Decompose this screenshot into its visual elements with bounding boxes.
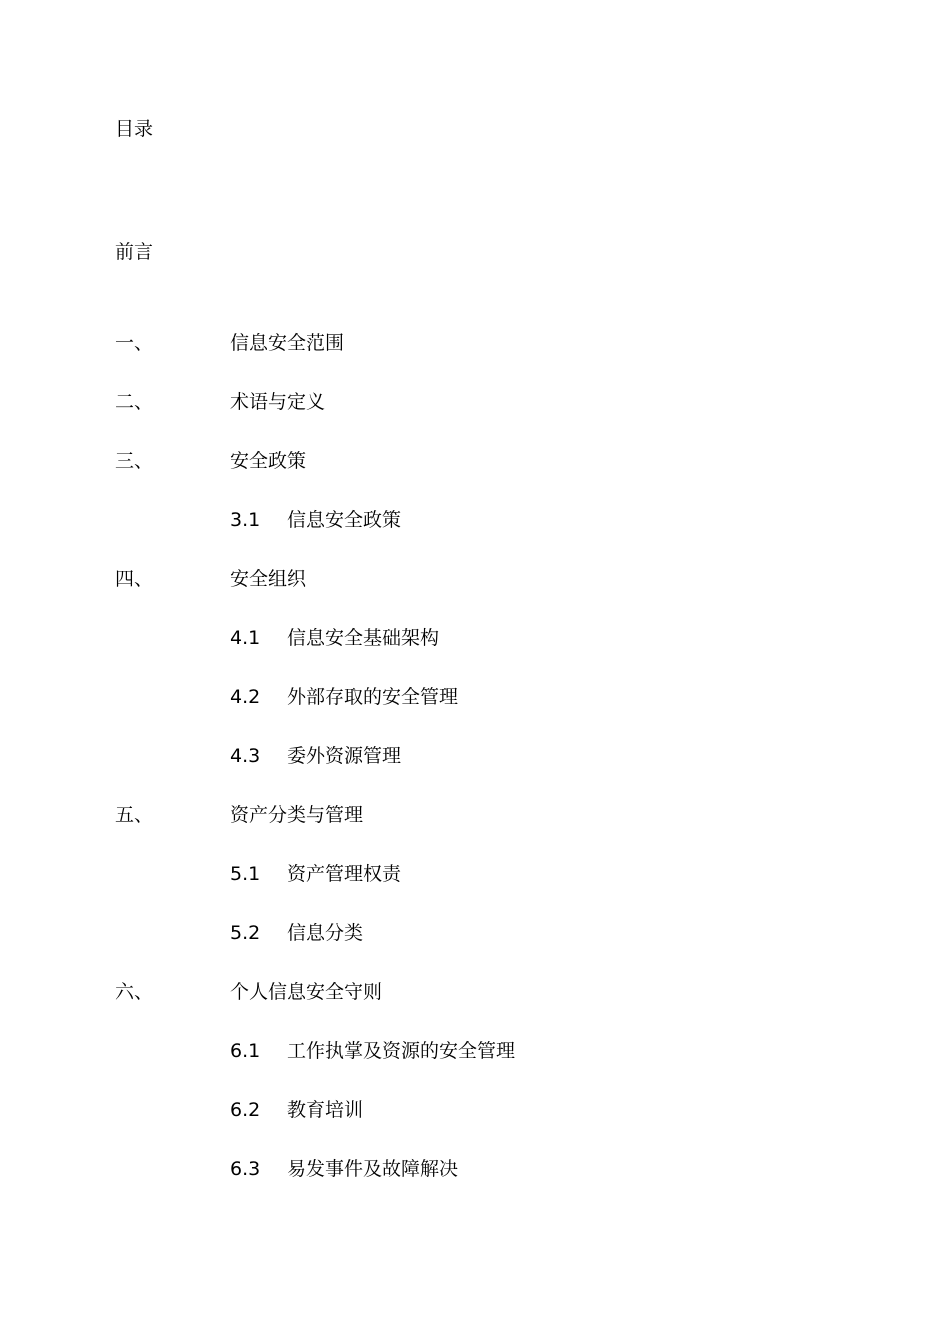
toc-item-number: 6.3	[230, 1158, 261, 1180]
toc-item-number: 六、	[115, 981, 154, 1003]
toc-item[interactable]	[0, 1098, 950, 1157]
toc-item[interactable]	[0, 449, 950, 508]
toc-item-label: 资产管理权责	[287, 863, 402, 885]
toc-item[interactable]	[0, 390, 950, 449]
toc-item-label: 信息安全政策	[287, 509, 402, 531]
toc-item-label: 安全组织	[230, 568, 307, 590]
toc-item-label: 工作执掌及资源的安全管理	[287, 1040, 516, 1062]
toc-item-label: 信息安全范围	[230, 332, 345, 354]
toc-item[interactable]	[0, 803, 950, 862]
toc-item[interactable]	[0, 862, 950, 921]
toc-item-label: 易发事件及故障解决	[287, 1158, 459, 1180]
toc-item-label: 术语与定义	[230, 391, 326, 413]
toc-title: 目录	[115, 118, 154, 140]
toc-list	[0, 331, 950, 1216]
toc-item-number: 二、	[115, 391, 154, 413]
toc-item-label: 委外资源管理	[287, 745, 402, 767]
toc-item-number: 4.1	[230, 627, 261, 649]
toc-item[interactable]	[0, 980, 950, 1039]
toc-item-number: 4.2	[230, 686, 261, 708]
toc-item[interactable]	[0, 1039, 950, 1098]
toc-item-number: 4.3	[230, 745, 261, 767]
toc-item-number: 5.1	[230, 863, 261, 885]
toc-item-number: 三、	[115, 450, 154, 472]
toc-item-number: 5.2	[230, 922, 261, 944]
toc-item-label: 安全政策	[230, 450, 307, 472]
toc-item-number: 一、	[115, 332, 154, 354]
toc-item-label: 信息安全基础架构	[287, 627, 440, 649]
toc-item-label: 资产分类与管理	[230, 804, 364, 826]
toc-item[interactable]	[0, 1157, 950, 1216]
toc-item-number: 6.1	[230, 1040, 261, 1062]
toc-item[interactable]	[0, 626, 950, 685]
toc-item-number: 3.1	[230, 509, 261, 531]
toc-item-number: 6.2	[230, 1099, 261, 1121]
toc-item-label: 外部存取的安全管理	[287, 686, 459, 708]
toc-item[interactable]	[0, 921, 950, 980]
toc-item[interactable]	[0, 744, 950, 803]
toc-item[interactable]	[0, 567, 950, 626]
toc-item-preface[interactable]: 前言	[115, 241, 154, 263]
toc-item[interactable]	[0, 685, 950, 744]
toc-item[interactable]	[0, 331, 950, 390]
toc-item-label: 信息分类	[287, 922, 364, 944]
toc-item-number: 五、	[115, 804, 154, 826]
toc-item-label: 个人信息安全守则	[230, 981, 383, 1003]
toc-item[interactable]	[0, 508, 950, 567]
toc-item-label: 教育培训	[287, 1099, 364, 1121]
toc-item-number: 四、	[115, 568, 154, 590]
